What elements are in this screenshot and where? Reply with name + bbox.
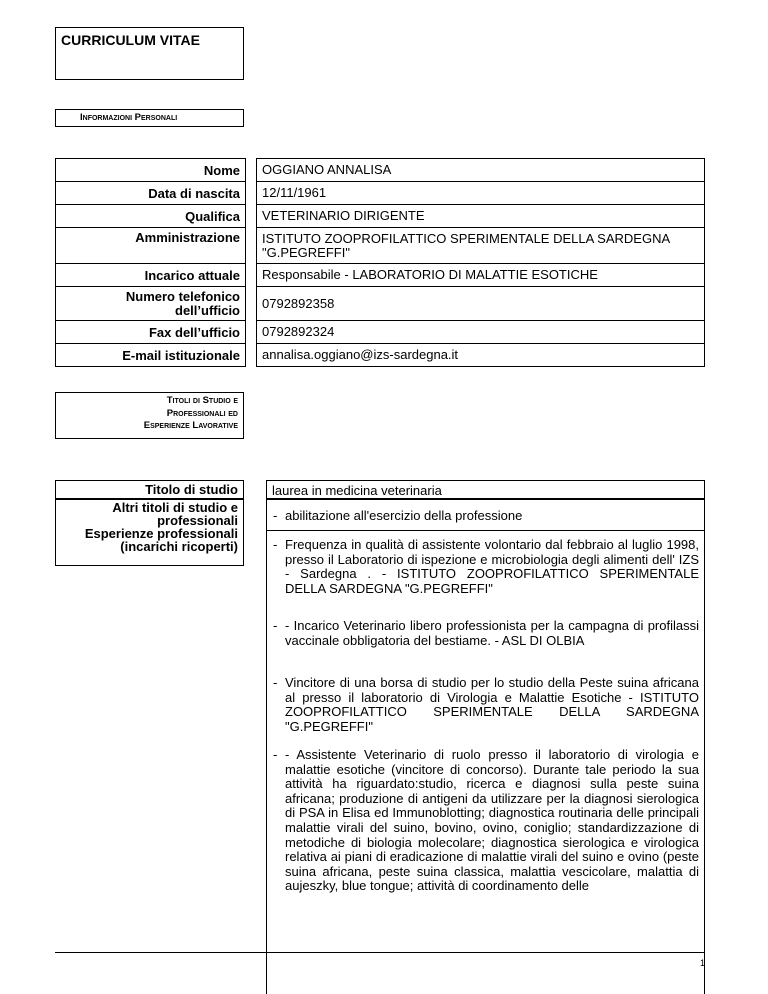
label-fax: Fax dell’ufficio <box>56 321 246 344</box>
value-titolo-studio: laurea in medicina veterinaria <box>266 480 705 499</box>
bullet-dash: - <box>273 675 278 690</box>
row-fax <box>56 321 705 344</box>
section-titles-experience <box>55 392 244 439</box>
experience-item <box>273 676 699 734</box>
experience-item-text: Frequenza in qualità di assistente volontario dal febbraio al luglio 1998, presso il Laboratorio di ispezione e microbiologia degli alimenti dell' IZS - Sardegna . - ISTITUTO ZOOPROFILATTICO SPERIMENTALE DELLA SARDEGNA "G.PEGREFFI" <box>285 537 699 596</box>
altri-item <box>273 509 699 524</box>
section-titles-line3: Esperienze Lavorative <box>143 420 238 431</box>
experience-item <box>273 619 699 648</box>
label-amministrazione: Amministrazione <box>56 228 246 264</box>
value-fax: 0792892324 <box>257 321 705 344</box>
section-personal-word2: Personali <box>134 112 178 123</box>
experience-list <box>266 499 705 994</box>
value-qualifica: VETERINARIO DIRIGENTE <box>257 205 705 228</box>
experience-item <box>273 538 699 596</box>
label-data-nascita: Data di nascita <box>56 182 246 205</box>
experience-item-text: - Assistente Veterinario di ruolo presso il laboratorio di virologia e malattie esotiche (vincitore di concorso). Durante tale periodo la sua attività ha riguardato:studio, ricerca e diagnosi sulla peste suina africana; produzione di antigeni da utilizzare per la diagnosi sierologica di PSA in Elisa ed Immunoblotting; diagnostica routinaria delle principali malattie virali del suino, bovino, ovino, coniglio; standardizzazione di metodiche di biologia molecolare; diagnostica sierologica e virologica relativa ai piani di eradicazione di malattie virali del suino e ovino (peste suina africana, peste suina classica, malattia vescicolare, malattia di aujeszky, blue tongue; attività di coordinamento delle <box>285 747 699 894</box>
label-altri-esperienze <box>55 499 244 566</box>
bullet-dash: - <box>273 537 278 552</box>
value-email: annalisa.oggiano@izs-sardegna.it <box>257 344 705 367</box>
cv-title-box <box>55 27 244 80</box>
value-amministrazione: ISTITUTO ZOOPROFILATTICO SPERIMENTALE DELLA SARDEGNA "G.PEGREFFI" <box>257 228 705 264</box>
section-personal-word1: Informazioni <box>80 112 133 123</box>
footer-rule <box>55 952 705 953</box>
row-divider <box>267 530 704 531</box>
cv-title: CURRICULUM VITAE <box>61 32 200 48</box>
value-telefono: 0792892358 <box>257 287 705 321</box>
value-nome: OGGIANO ANNALISA <box>257 159 705 182</box>
bullet-dash: - <box>273 747 278 762</box>
label-telefono: Numero telefonico dell’ufficio <box>56 287 246 321</box>
row-nome <box>56 159 705 182</box>
page-number: 1 <box>699 958 705 968</box>
label-qualifica: Qualifica <box>56 205 246 228</box>
label-esperienze: Esperienze professionali (incarichi ricoperti) <box>84 526 238 554</box>
row-telefono <box>56 287 705 321</box>
section-titles-line1: Titoli di Studio e <box>166 395 238 406</box>
row-qualifica <box>56 205 705 228</box>
row-data-nascita <box>56 182 705 205</box>
label-email: E-mail istituzionale <box>56 344 246 367</box>
experience-item-text: Vincitore di una borsa di studio per lo studio della Peste suina africana al presso il laboratorio di Virologia e Malattie Esotiche - ISTITUTO ZOOPROFILATTICO SPERIMENTALE DELLA SARDEGNA "G.PEGREFFI" <box>285 675 699 734</box>
section-personal-info <box>55 109 244 127</box>
row-amministrazione <box>56 228 705 264</box>
row-incarico <box>56 264 705 287</box>
bullet-dash: - <box>273 618 278 633</box>
value-data-nascita: 12/11/1961 <box>257 182 705 205</box>
label-incarico: Incarico attuale <box>56 264 246 287</box>
label-altri-titoli: Altri titoli di studio e professionali <box>112 500 238 528</box>
bullet-dash: - <box>273 508 278 523</box>
label-nome: Nome <box>56 159 246 182</box>
row-email <box>56 344 705 367</box>
value-incarico: Responsabile - LABORATORIO DI MALATTIE ESOTICHE <box>257 264 705 287</box>
experience-item <box>273 748 699 894</box>
label-titolo-studio: Titolo di studio <box>55 480 244 499</box>
altri-item-text: abilitazione all'esercizio della professione <box>285 508 523 523</box>
section-titles-line2: Professionali ed <box>166 407 238 419</box>
personal-info-table <box>55 158 705 367</box>
experience-item-text: - Incarico Veterinario libero professionista per la campagna di profilassi vaccinale obbligatoria del bestiame. - ASL DI OLBIA <box>285 618 699 648</box>
